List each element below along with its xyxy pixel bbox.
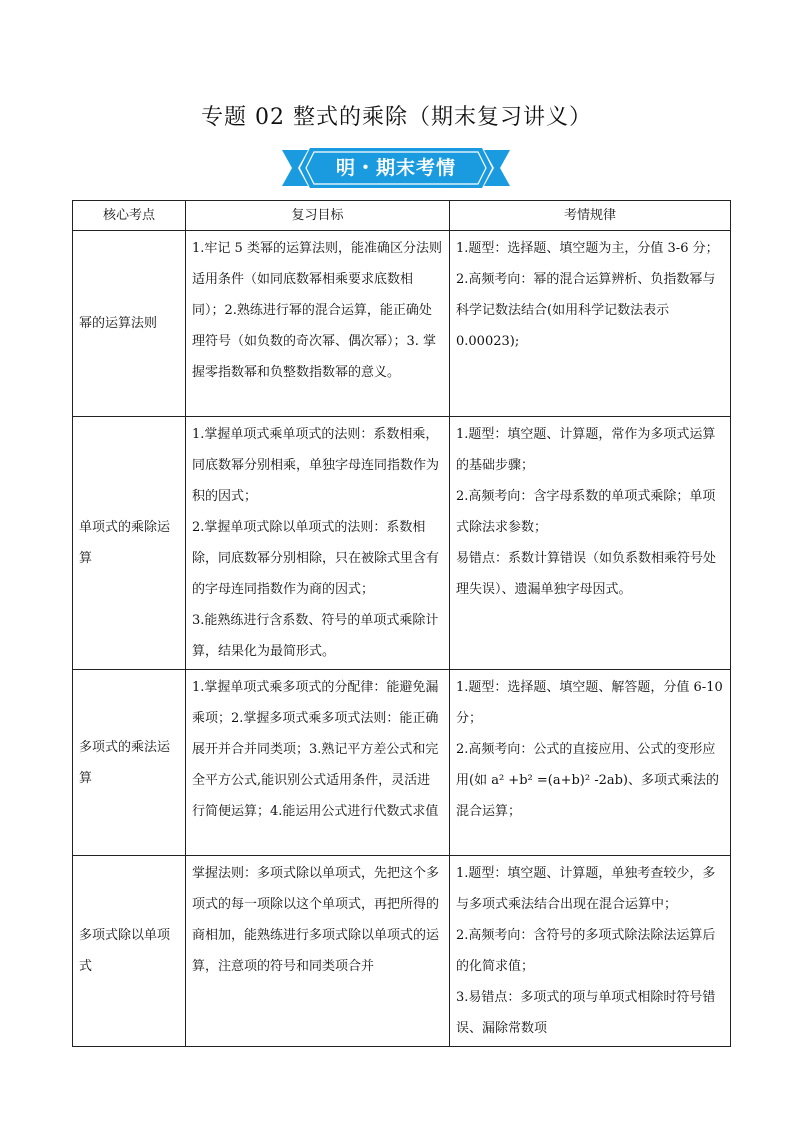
rule-text: 1.题型：选择题、填空题、解答题，分值 6-10 分； [456,680,723,726]
rule-cell [450,856,731,1047]
exam-table [72,200,731,1047]
goal-cell [186,231,450,417]
goal-text: 1.掌握单项式乘单项式的法则：系数相乘，同底数幂分别相乘，单独字母连同指数作为积的因式； [192,427,440,504]
table-row [73,417,731,670]
goal-cell [186,417,450,670]
rule-text: 2.高频考向：公式的直接应用、公式的变形应用(如 a² +b² =(a+b)² -2ab)、多项式乘法的混合运算； [456,742,720,819]
rule-cell [450,231,731,417]
goal-text: 3.能熟练进行含系数、符号的单项式乘除计算，结果化为最简形式。 [192,613,439,659]
rule-text: 易错点：系数计算错误（如负系数相乘符号处理失误）、遗漏单独字母因式。 [456,551,717,597]
goal-text: 1.牢记 5 类幂的运算法则，能准确区分法则适用条件（如同底数幂相乘要求底数相同）；2.熟练进行幂的混合运算，能正确处理符号（如负数的奇次幂、偶次幂）；3. 掌握零指数幂和负整数指数幂的意义。 [192,241,442,380]
rule-text: 1.题型：填空题、计算题，单独考查较少，多与多项式乘法结合出现在混合运算中； [456,866,716,912]
rule-cell [450,670,731,856]
topic-cell: 单项式的乘除运算 [73,417,186,670]
goal-cell [186,856,450,1047]
topic-cell: 多项式除以单项式 [73,856,186,1047]
table-header-row [73,201,731,231]
rule-text: 2.高频考向：幂的混合运算辨析、负指数幂与科学记数法结合(如用科学记数法表示 0.00023); [456,272,716,349]
goal-text: 2.掌握单项式除以单项式的法则：系数相除，同底数幂分别相除，只在被除式里含有的字母连同指数作为商的因式； [192,520,440,597]
header-topic: 核心考点 [73,201,186,231]
goal-text: 1.掌握单项式乘多项式的分配律：能避免漏乘项；2.掌握多项式乘多项式法则：能正确展开并合并同类项；3.熟记平方差公式和完全平方公式,能识别公式适用条件，灵活进行简便运算；4.能运用公式进行代数式求值 [192,680,439,819]
rule-cell [450,417,731,670]
table-row [73,856,731,1047]
rule-text: 1.题型：选择题、填空题为主，分值 3-6 分； [456,241,719,256]
rule-text: 2.高频考向：含符号的多项式除法除法运算后的化简求值； [456,928,716,974]
rule-text: 3.易错点：多项式的项与单项式相除时符号错误、漏除常数项 [456,990,716,1036]
rule-text: 1.题型：填空题、计算题，常作为多项式运算的基础步骤； [456,427,716,473]
table-row [73,231,731,417]
rule-text: 2.高频考向：含字母系数的单项式乘除；单项式除法求参数； [456,489,716,535]
page-title: 专题 02 整式的乘除（期末复习讲义） [201,105,592,130]
header-goal: 复习目标 [186,201,450,231]
topic-cell: 幂的运算法则 [73,231,186,417]
goal-text: 掌握法则：多项式除以单项式，先把这个多项式的每一项除以这个单项式，再把所得的商相加，能熟练进行多项式除以单项式的运算，注意项的符号和同类项合并 [192,866,440,974]
goal-cell [186,670,450,856]
banner-text: 明・期末考情 [335,157,456,179]
table-row [73,670,731,856]
header-rule: 考情规律 [450,201,731,231]
topic-cell: 多项式的乘法运算 [73,670,186,856]
section-banner [282,146,510,190]
